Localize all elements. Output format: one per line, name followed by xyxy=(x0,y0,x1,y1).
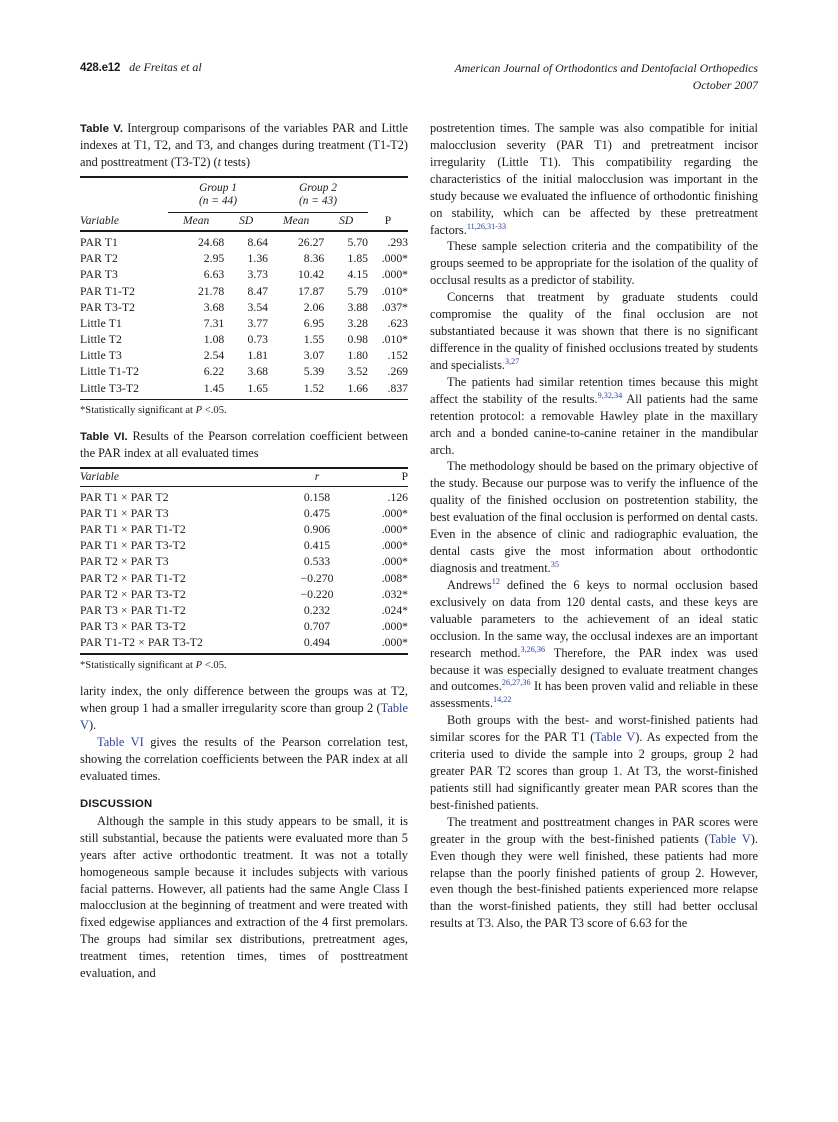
row-r: 0.232 xyxy=(303,603,331,617)
row-g1-sd: 3.68 xyxy=(247,365,268,379)
citation-ref[interactable]: 3,26,36 xyxy=(520,644,546,654)
citation-ref[interactable]: 12 xyxy=(491,576,500,586)
row-r: 0.533 xyxy=(303,555,331,569)
row-g2-mean: 8.36 xyxy=(303,252,325,266)
table-row xyxy=(80,619,408,635)
table-vi-caption-text: Results of the Pearson correlation coefficient between the PAR index at all evaluated times xyxy=(80,428,408,461)
table-vi-bottom-rule xyxy=(80,654,408,655)
row-g2-sd: 1.85 xyxy=(347,252,368,266)
row-g1-sd: 8.64 xyxy=(247,235,268,249)
row-p: .269 xyxy=(387,365,408,379)
row-variable: PAR T1 × PAR T3-T2 xyxy=(80,539,186,553)
citation-ref[interactable]: 3,27 xyxy=(505,356,520,366)
table-row xyxy=(80,251,408,267)
row-variable: Little T2 xyxy=(80,333,122,347)
table-vi-col-p: P xyxy=(401,470,408,483)
paragraph-right-1 xyxy=(430,120,758,238)
table-vi-crossref-link[interactable]: Table VI xyxy=(97,735,144,750)
paragraph-discussion-1: Although the sample in this study appears to be small, it is still substantial, because the patients were evaluated more than 5 years after active orthodontic treatment. It was not a totally homogeneous sample because it includes subjects with various facial patterns. However, all patients had the same Angle Class I malocclusion at the beginning of treatment and were treated with fixed edgewise appliances and extraction of the 4 first premolars. The groups had similar sex distributions, pretreatment ages, treatment times, retention times, times of posttreatment evaluation, and xyxy=(80,813,408,981)
table-v-col-g2-mean: Mean xyxy=(283,214,310,227)
row-g1-sd: 3.54 xyxy=(247,300,268,314)
row-variable: PAR T1 × PAR T1-T2 xyxy=(80,523,186,536)
paragraph-right-5 xyxy=(430,458,758,576)
row-g2-mean: 26.27 xyxy=(297,235,325,249)
table-v-group-header-row xyxy=(80,177,408,213)
row-g1-sd: 1.81 xyxy=(247,349,268,363)
row-r: −0.270 xyxy=(300,571,334,585)
row-variable: PAR T2 × PAR T3-T2 xyxy=(80,587,186,601)
row-g2-mean: 1.52 xyxy=(303,381,325,395)
row-variable: Little T1 xyxy=(80,316,122,330)
row-variable: PAR T3-T2 xyxy=(80,300,136,314)
table-row xyxy=(80,231,408,251)
left-column xyxy=(80,120,408,982)
row-p: .037* xyxy=(381,300,408,314)
table-v-crossref-link[interactable]: Table V xyxy=(80,701,408,733)
row-g2-mean: 2.06 xyxy=(303,300,325,314)
table-row xyxy=(80,267,408,283)
table-row xyxy=(80,586,408,602)
row-g1-mean: 6.22 xyxy=(203,365,225,379)
table-v-bottom-rule xyxy=(80,399,408,400)
table-row xyxy=(80,570,408,586)
row-variable: PAR T1 × PAR T3 xyxy=(80,506,169,520)
row-g1-sd: 0.73 xyxy=(247,333,268,347)
table-v-column-header-row xyxy=(80,213,408,231)
table-v-caption-text: Intergroup comparisons of the variables PAR and Little indexes at T1, T2, and T3, and changes during treatment (T1-T2) and posttreatment (T3-T2) ( xyxy=(80,121,408,169)
table-vi-caption xyxy=(80,428,408,462)
row-variable: PAR T1 × PAR T2 xyxy=(80,490,169,504)
row-g2-sd: 5.79 xyxy=(347,284,368,298)
paragraph-right-3 xyxy=(430,289,758,374)
row-g1-sd: 8.47 xyxy=(247,284,268,298)
running-head-authors: de Freitas et al xyxy=(129,60,202,74)
row-g1-mean: 24.68 xyxy=(197,235,225,249)
table-row xyxy=(80,602,408,618)
table-v-block xyxy=(80,120,408,416)
running-head xyxy=(80,60,758,94)
row-p: .032* xyxy=(381,587,408,601)
table-vi-footnote: *Statistically significant at P <.05. xyxy=(80,660,227,672)
row-variable: PAR T1-T2 xyxy=(80,284,136,298)
citation-ref[interactable]: 11,26,31-33 xyxy=(466,221,507,231)
table-row xyxy=(80,380,408,399)
right-column xyxy=(430,120,758,932)
paragraph-text: gives the results of the Pearson correlation test, showing the correlation coefficients between the PAR index at all evaluated times. xyxy=(80,735,408,783)
table-v-group1-header: Group 1 (n = 44) xyxy=(168,177,268,213)
table-vi-col-r: r xyxy=(314,470,320,483)
table-row xyxy=(80,315,408,331)
row-g1-mean: 1.08 xyxy=(203,333,225,347)
row-r: 0.494 xyxy=(303,636,331,650)
table-row xyxy=(80,299,408,315)
table-row xyxy=(80,538,408,554)
table-v-label: Table V. xyxy=(80,123,123,135)
row-p: .152 xyxy=(387,349,408,363)
paragraph-right-6: Andrews$^{12}$ defined the 6 keys to normal occlusion based exclusively on data from 120 dental casts, and these keys are valuable parameters to the achievement of an ideal static occlusion. In the same way, the occlusal indexes are an important research method.$^{3,26,36}$ Therefore, the PAR index was used because it was especially designed to evaluate treatment changes and outcomes.$^{26,27,36}$ It has been proven valid and reliable in these assessments.$^{14,22}$ xyxy=(430,576,759,711)
paragraph-right-4: The patients had similar retention times because this might affect the stability of the results.$^{9,32,34}$ All patients had the same retention protocol: a removable Hawley plate in the maxillary arch and a bonded canine-to-canine retainer in the mandibular arch. xyxy=(430,374,758,457)
row-g2-sd: 3.52 xyxy=(347,365,368,379)
row-variable: Little T3 xyxy=(80,349,122,363)
row-variable: PAR T2 × PAR T3 xyxy=(80,555,169,569)
row-p: .126 xyxy=(387,490,408,504)
paragraph-table-vi-intro xyxy=(80,734,408,785)
table-row xyxy=(80,521,408,537)
paragraph-text: Both groups with the best- and worst-finished patients had similar scores for the PAR T1 ( xyxy=(430,713,758,745)
section-heading-discussion: DISCUSSION xyxy=(80,797,153,810)
running-head-left xyxy=(80,60,202,75)
table-v-caption-italic: t xyxy=(217,154,222,169)
row-p: .623 xyxy=(387,316,408,330)
row-g2-sd: 1.80 xyxy=(347,349,368,363)
table-v-col-g2-sd: SD xyxy=(339,214,354,227)
paragraph-continued: larity index, the only difference between the groups was at T2, when group 1 had a smaller irregularity score than group 2 (Table V). xyxy=(80,684,408,733)
row-r: 0.906 xyxy=(303,523,331,536)
running-head-right xyxy=(455,60,758,94)
row-g1-sd: 1.65 xyxy=(247,381,268,395)
row-p: .000* xyxy=(381,620,408,634)
row-variable: Little T3-T2 xyxy=(80,381,140,395)
row-variable: PAR T1-T2 × PAR T3-T2 xyxy=(80,636,203,650)
row-variable: Little T1-T2 xyxy=(80,365,140,379)
paragraph-text: Concerns that treatment by graduate students could compromise the quality of the final occlusion are not substantiated because it was shown that there is no significant difference in the quality of finished occlusions treated by students and specialists. xyxy=(430,290,758,372)
row-g1-mean: 6.63 xyxy=(203,268,225,282)
table-vi xyxy=(80,467,408,656)
row-p: .000* xyxy=(381,268,408,282)
paragraph-text: The methodology should be based on the primary objective of the study. Because our purpose was to verify the influence of the quality of the finished occlusion on postretention stability, the best evaluation of the final occlusion is performed on dental casts. Even in the absence of clinic and radiographic evaluation, the dental casts give the most information about orthodontic diagnosis and treatment. xyxy=(430,459,758,575)
citation-ref[interactable]: 9,32,34 xyxy=(597,390,623,400)
row-variable: PAR T3 × PAR T1-T2 xyxy=(80,603,186,617)
row-r: 0.475 xyxy=(303,506,331,520)
table-row xyxy=(80,348,408,364)
row-g2-sd: 3.88 xyxy=(347,300,368,314)
row-g2-mean: 6.95 xyxy=(303,316,325,330)
citation-ref[interactable]: 14,22 xyxy=(492,695,512,705)
table-row xyxy=(80,505,408,521)
row-r: 0.158 xyxy=(303,490,331,504)
row-g1-mean: 21.78 xyxy=(197,284,225,298)
paragraph-text: The treatment and posttreatment changes in PAR scores were greater in the group with the best-finished patients ( xyxy=(430,814,758,846)
paragraph-text: larity index, the only difference between the groups was at T2, when group 1 had a smaller irregularity score than group 2 ( xyxy=(80,684,408,716)
row-g1-mean: 2.95 xyxy=(203,252,225,266)
row-p: .010* xyxy=(381,333,408,347)
table-v-caption-tail: tests) xyxy=(221,154,251,169)
table-v-caption xyxy=(80,120,408,171)
row-g2-mean: 17.87 xyxy=(297,284,325,298)
row-g2-sd: 3.28 xyxy=(347,316,368,330)
table-vi-col-variable: Variable xyxy=(80,470,119,483)
table-row xyxy=(80,364,408,380)
row-variable: PAR T2 × PAR T1-T2 xyxy=(80,571,186,585)
row-p: .000* xyxy=(381,539,408,553)
table-row xyxy=(80,554,408,570)
row-p: .000* xyxy=(381,252,408,266)
row-p: .000* xyxy=(381,523,408,536)
table-v xyxy=(80,176,408,400)
table-vi-label: Table VI. xyxy=(80,430,128,443)
row-g2-sd: 5.70 xyxy=(347,235,368,249)
row-p: .008* xyxy=(381,571,408,585)
row-g2-mean: 1.55 xyxy=(303,333,325,347)
row-r: 0.707 xyxy=(303,620,331,634)
row-g1-mean: 7.31 xyxy=(203,316,225,330)
paragraph-text: Andrews xyxy=(447,577,492,592)
row-p: .837 xyxy=(387,381,408,395)
table-vi-block xyxy=(80,428,408,672)
row-g2-mean: 5.39 xyxy=(303,365,325,379)
citation-ref[interactable]: 26,27,36 xyxy=(501,678,531,688)
table-v-col-variable: Variable xyxy=(80,214,119,227)
row-p: .000* xyxy=(381,555,408,569)
row-g1-sd: 1.36 xyxy=(247,252,268,266)
table-row xyxy=(80,635,408,655)
row-g2-mean: 10.42 xyxy=(297,268,325,282)
row-p: .024* xyxy=(381,603,408,617)
paragraph-text: postretention times. The sample was also compatible for initial malocclusion severity (PAR T1) and pretreatment incisor irregularity (Little T1). This compatibility regarding the characteristics of the initial malocclusion was important in the study because we evaluated the influence of orthodontic finishing on stability, which can be affected by these pretreatment factors. xyxy=(430,121,758,237)
row-p: .010* xyxy=(381,284,408,298)
row-g1-mean: 3.68 xyxy=(203,300,225,314)
table-v-col-g1-sd: SD xyxy=(239,214,254,227)
row-g2-sd: 4.15 xyxy=(347,268,368,282)
table-vi-column-header-row xyxy=(80,468,408,487)
paragraph-right-2: These sample selection criteria and the compatibility of the groups seemed to be appropriate for the isolation of the quality of occlusal results as a predictor of stability. xyxy=(430,239,758,288)
table-row xyxy=(80,486,408,505)
row-g1-sd: 3.73 xyxy=(247,268,268,282)
row-g2-sd: 0.98 xyxy=(347,333,368,347)
paragraph-text: The patients had similar retention times because this might affect the stability of the results. xyxy=(430,374,758,406)
row-p: .000* xyxy=(381,636,408,650)
row-g1-sd: 3.77 xyxy=(247,316,268,330)
row-g1-mean: 2.54 xyxy=(203,349,225,363)
row-g2-mean: 3.07 xyxy=(303,349,325,363)
row-g2-sd: 1.66 xyxy=(347,381,368,395)
row-variable: PAR T3 × PAR T3-T2 xyxy=(80,620,186,634)
table-row xyxy=(80,283,408,299)
table-v-footnote: *Statistically significant at P <.05. xyxy=(80,404,227,416)
row-r: 0.415 xyxy=(303,539,331,553)
row-variable: PAR T1 xyxy=(80,235,118,249)
row-variable: PAR T2 xyxy=(80,252,118,266)
group1-underline xyxy=(168,212,268,213)
table-v-group2-header: Group 2 (n = 43) xyxy=(268,177,368,213)
paragraph-right-7: Both groups with the best- and worst-finished patients had similar scores for the PAR T1 (Table V). As expected from the criteria used to divide the sample into 2 groups, group 2 had greater PAR T2 scores than group 1. At T3, the worst-finished patients still had significantly greater mean PAR scores than the best-finished patients. xyxy=(430,713,758,812)
table-row xyxy=(80,331,408,347)
citation-ref[interactable]: 35 xyxy=(550,559,559,569)
row-variable: PAR T3 xyxy=(80,268,118,282)
group2-underline xyxy=(268,212,368,213)
paragraph-right-8: The treatment and posttreatment changes in PAR scores were greater in the group with the best-finished patients (Table V). Even though they were well finished, these patients had more relapse than the poorly finished patients of group 2. However, even though the best-finished patients experienced more relapse than the worst-finished patients, they still had better occlusal results at T3. Also, the PAR T3 score of 6.63 for the xyxy=(430,814,758,931)
row-r: −0.220 xyxy=(300,587,334,601)
row-p: .000* xyxy=(381,506,408,520)
table-v-col-p: P xyxy=(384,214,392,227)
row-g1-mean: 1.45 xyxy=(203,381,225,395)
issue-date: October 2007 xyxy=(692,78,758,93)
table-v-crossref-link[interactable]: Table V xyxy=(708,831,751,846)
page-folio: 428.e12 xyxy=(80,62,121,74)
row-p: .293 xyxy=(387,235,408,249)
journal-title: American Journal of Orthodontics and Dentofacial Orthopedics xyxy=(454,61,758,75)
table-v-crossref-link[interactable]: Table V xyxy=(594,730,636,745)
table-v-col-g1-mean: Mean xyxy=(183,214,210,227)
